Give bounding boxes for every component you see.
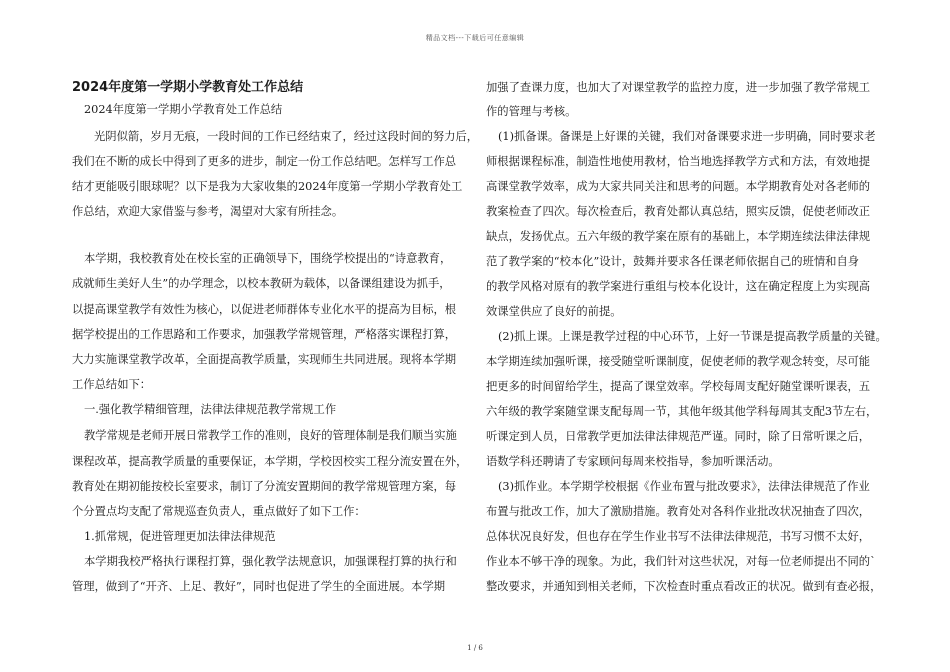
paragraph-line: 管理，做到了“开齐、上足、教好”，同时也促进了学生的全面进展。本学期 (72, 580, 446, 593)
paragraph-line: 效课堂供应了良好的前提。 (486, 305, 622, 318)
document-title: 2024年度第一学期小学教育处工作总结 (72, 80, 304, 95)
paragraph-line: 结才更能吸引眼球呢？以下是我为大家收集的2024年度第一学期小学教育处工 (72, 180, 463, 193)
paragraph-line: 作总结，欢迎大家借鉴与参考，渴望对大家有所挂念。 (72, 205, 344, 218)
paragraph-line: 整改要求，并通知到相关老师，下次检查时重点看改正的状况。做到有查必报， (486, 580, 882, 593)
paragraph-line: (3)抓作业。本学期学校根据《作业布置与批改要求》，法律法律规范了作业 (498, 480, 870, 493)
subsection-heading: 1.抓常规，促进管理更加法律法律规范 (84, 530, 276, 543)
paragraph-line: 本学期我校严格执行课程打算，强化教学法规意识，加强课程打算的执行和 (84, 555, 457, 568)
paragraph-line: 课程改革，提高教学质量的重要保证，本学期，学校因校实工程分流安置在外， (72, 455, 468, 468)
subtitle-line: 2024年度第一学期小学教育处工作总结 (84, 103, 283, 116)
paragraph-line: 语数学科还聘请了专家顾问每周来校指导，参加听课活动。 (486, 455, 780, 468)
paragraph-line: (1)抓备课。备课是上好课的关键，我们对备课要求进一步明确，同时要求老 (498, 130, 876, 143)
paragraph-line: 大力实施课堂教学改革，全面提高教学质量，实现师生共同进展。现将本学期 (72, 353, 457, 366)
paragraph-line: 把更多的时间留给学生，提高了课堂效率。学校每周支配好随堂课听课表，五 (486, 380, 871, 393)
paragraph-line: 工作总结如下： (72, 378, 152, 391)
paragraph-line: 据学校提出的工作思路和工作要求，加强教学常规管理，严格落实课程打算， (72, 328, 457, 341)
paragraph-line: 听课定到人员，日常教学更加法律法律规范严谨。同时，除了日常听课之后， (486, 430, 871, 443)
paragraph-line: 个分置点均支配了常规巡查负责人，重点做好了如下工作： (72, 505, 366, 518)
header-note: 精品文档---下载后可任意编辑 (425, 34, 525, 42)
paragraph-line: 作的管理与考核。 (486, 105, 577, 118)
paragraph-line: 缺点，发扬优点。五六年级的教学案在原有的基础上，本学期连续法律法律规 (486, 230, 871, 243)
paragraph-line: 加强了查课力度，也加大了对课堂教学的监控力度，进一步加强了教学常规工 (486, 81, 871, 94)
paragraph-line: 师根据课程标准，制造性地使用教材，恰当地选择教学方式和方法，有效地提 (486, 155, 871, 168)
paragraph-line: 高课堂教学效率，成为大家共同关注和思考的问题。本学期教育处对各老师的 (486, 180, 871, 193)
paragraph-line: (2)抓上课。上课是教学过程的中心环节，上好一节课是提高教学质量的关键。 (498, 330, 887, 343)
paragraph-line: 我们在不断的成长中得到了更多的进步，制定一份工作总结吧。怎样写工作总 (72, 155, 457, 168)
paragraph-line: 总体状况良好发，但也存在学生作业书写不法律法律规范，书写习惯不太好， (486, 530, 871, 543)
paragraph-line: 本学期连续加强听课，接受随堂听课制度，促使老师的教学观念转变，尽可能 (486, 355, 871, 368)
paragraph-line: 教学常规是老师开展日常教学工作的准则，良好的管理体制是我们顺当实施 (84, 429, 457, 442)
page-number: 1 / 6 (467, 644, 483, 652)
section-heading: 一.强化教学精细管理，法律法律规范教学常规工作 (84, 403, 337, 416)
paragraph-line: 光阴似箭，岁月无痕，一段时间的工作已经结束了，经过这段时间的努力后， (94, 130, 479, 143)
paragraph-line: 本学期，我校教育处在校长室的正确领导下，围绕学校提出的“诗意教育， (84, 252, 452, 265)
paragraph-line: 以提高课堂教学有效性为核心，以促进老师群体专业化水平的提高为目标，根 (72, 303, 457, 316)
paragraph-line: 作业本不够干净的现象。为此，我们针对这些状况，对每一位老师提出不同的` (486, 555, 876, 568)
paragraph-line: 布置与批改工作，加大了激励措施。教育处对各科作业批改状况抽查了四次， (486, 505, 871, 518)
paragraph-line: 教育处在期初能按校长室要求，制订了分流安置期间的教学常规管理方案，每 (72, 480, 457, 493)
paragraph-line: 范了教学案的“校本化”设计，鼓舞并要求各任课老师依据自己的班情和自身 (486, 255, 860, 268)
paragraph-line: 成就师生美好人生”的办学理念，以校本教研为载体，以备课组建设为抓手， (72, 277, 451, 290)
paragraph-line: 六年级的教学案随堂课支配每周一节，其他年级其他学科每周其支配3节左右， (486, 405, 878, 418)
paragraph-line: 的教学风格对原有的教学案进行重组与校本化设计，这在确定程度上为实现高 (486, 280, 871, 293)
paragraph-line: 教案检查了四次。每次检查后，教育处都认真总结，照实反馈，促使老师改正 (486, 205, 871, 218)
